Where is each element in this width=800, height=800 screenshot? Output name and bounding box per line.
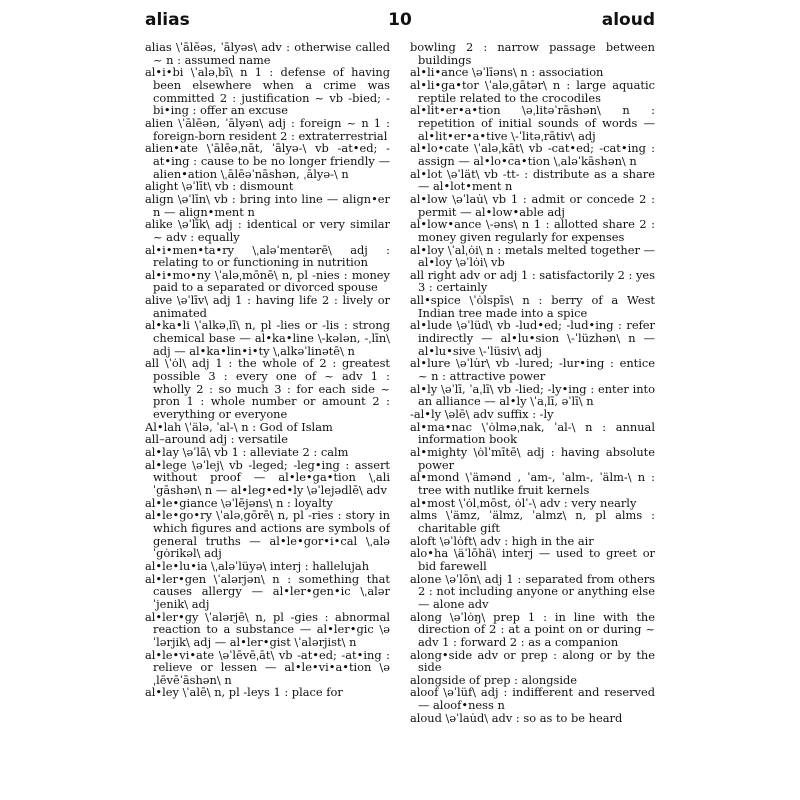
guide-word-right: aloud: [601, 10, 655, 30]
dictionary-entry: al•ma•nac \ˈȯlməˌnak, ˈal-\ n : annual information book: [410, 419, 655, 447]
dictionary-entry: al•low \əˈlau̇\ vb 1 : admit or concede 2 : permit — al•low•able adj: [410, 191, 655, 219]
dictionary-entry: alo•ha \äˈlōhä\ interj — used to greet or bid farewell: [410, 546, 655, 573]
dictionary-entry: alongside of prep : alongside: [410, 672, 578, 687]
dictionary-entry: aloud \əˈlau̇d\ adv : so as to be heard: [410, 710, 623, 725]
dictionary-entry: al•ka•li \ˈalkəˌlī\ n, pl -lies or -lis : strong chemical base — al•ka•line \-kələn, -ˌlīn\ adj — al•ka•lin•i•ty \ˌalkəˈlinətē\ n: [145, 318, 390, 358]
dictionary-entry: al•le•go•ry \ˈaləˌgōrē\ n, pl -ries : story in which figures and actions are symbols of general truths — al•le•gor•i•cal \ˌaləˈgȯrikəl\ adj: [145, 508, 390, 561]
dictionary-entry: al•li•ga•tor \ˈaləˌgātər\ n : large aquatic reptile related to the crocodiles: [410, 77, 655, 105]
dictionary-entry: alight \əˈlīt\ vb : dismount: [145, 179, 294, 194]
dictionary-entry: al•li•ance \əˈlīəns\ n : association: [410, 65, 604, 80]
dictionary-entry: all right adv or adj 1 : satisfactorily 2 : yes 3 : certainly: [410, 267, 655, 295]
dictionary-entry: al•ly \əˈlī, ˈaˌlī\ vb -lied; -ly•ing : enter into an alliance — al•ly \ˈaˌlī, əˈlī\ n: [410, 381, 655, 409]
dictionary-entry: alias \ˈālēəs, ˈālyəs\ adv : otherwise called ~ n : assumed name: [145, 41, 390, 67]
dictionary-entry: al•lot \əˈlät\ vb -tt- : distribute as a share — al•lot•ment n: [410, 166, 655, 194]
dictionary-entry: al•most \ˈȯlˌmōst, ȯlˈ-\ adv : very nearly: [410, 495, 637, 510]
dictionary-entry: alms \ˈämz, ˈälmz, ˈalmz\ n, pl alms : charitable gift: [410, 508, 655, 535]
dictionary-columns: [145, 41, 655, 786]
dictionary-entry: al•le•vi•ate \əˈlēvēˌāt\ vb -at•ed; -at•ing : relieve or lessen — al•le•vi•a•tion \əˌlēvēˈāshən\ n: [145, 647, 390, 687]
dictionary-entry: al•ley \ˈalē\ n, pl -leys 1 : place for: [145, 685, 343, 700]
dictionary-entry: al•loy \ˈalˌȯi\ n : metals melted together — al•loy \əˈlȯi\ vb: [410, 242, 655, 270]
dictionary-entry: al•i•mo•ny \ˈaləˌmōnē\ n, pl -nies : money paid to a separated or divorced spouse: [145, 267, 390, 295]
dictionary-entry: al•mighty \ȯlˈmītē\ adj : having absolute power: [410, 445, 655, 472]
dictionary-entry: al•lay \əˈlā\ vb 1 : alleviate 2 : calm: [145, 445, 349, 459]
dictionary-entry: alone \əˈlōn\ adj 1 : separated from others 2 : not including anyone or anything else — alone adv: [410, 571, 655, 611]
dictionary-entry: all•spice \ˈȯlspīs\ n : berry of a West Indian tree made into a spice: [410, 293, 655, 320]
dictionary-entry: alive \əˈlīv\ adj 1 : having life 2 : lively or animated: [145, 293, 390, 320]
dictionary-entry: along \əˈlȯŋ\ prep 1 : in line with the direction of 2 : at a point on or during ~ adv 1 : forward 2 : as a companion: [410, 609, 655, 649]
dictionary-entry: Al•lah \ˈälə, ˈal-\ n : God of Islam: [145, 419, 333, 434]
dictionary-entry: alien \ˈālēən, ˈālyən\ adj : foreign ~ n 1 : foreign-born resident 2 : extraterrestrial: [145, 115, 390, 143]
dictionary-entry: aloof \əˈlüf\ adj : indifferent and reserved — aloof•ness n: [410, 685, 655, 713]
left-column: [145, 41, 390, 786]
dictionary-entry: al•le•lu•ia \ˌaləˈlüyə\ interj : hallelujah: [145, 558, 370, 573]
dictionary-entry: all \ˈȯl\ adj 1 : the whole of 2 : greatest possible 3 : every one of ~ adv 1 : wholly 2 : so much 3 : for each side ~ pron 1 : whole number or amount 2 : everything or everyone: [145, 356, 390, 422]
dictionary-entry: al•ler•gen \ˈalərjən\ n : something that causes allergy — al•ler•gen•ic \ˌalərˈjenik\ adj: [145, 571, 390, 611]
dictionary-entry: al•i•men•ta•ry \ˌaləˈmentərē\ adj : relating to or functioning in nutrition: [145, 242, 390, 270]
dictionary-entry: all–around adj : versatile: [145, 432, 289, 447]
dictionary-entry: al•lit•er•a•tion \əˌlitəˈrāshən\ n : repetition of initial sounds of words — al•lit•er•a•tive \-ˈlitəˌrātiv\ adj: [410, 103, 655, 143]
dictionary-entry: bowling 2 : narrow passage between buildings: [410, 41, 655, 67]
right-column: [410, 41, 655, 786]
dictionary-entry: aloft \əˈlȯft\ adv : high in the air: [410, 533, 594, 548]
dictionary-entry: al•le•giance \əˈlējəns\ n : loyalty: [145, 495, 333, 510]
dictionary-entry: al•lure \əˈlu̇r\ vb -lured; -lur•ing : entice ~ n : attractive power: [410, 356, 655, 384]
dictionary-entry: al•lo•cate \ˈaləˌkāt\ vb -cat•ed; -cat•ing : assign — al•lo•ca•tion \ˌaləˈkāshən\ n: [410, 141, 655, 168]
dictionary-entry: al•lude \əˈlüd\ vb -lud•ed; -lud•ing : refer indirectly — al•lu•sion \-ˈlüzhən\ n — al•lu•sive \-ˈlüsiv\ adj: [410, 318, 655, 358]
dictionary-entry: al•i•bi \ˈaləˌbī\ n 1 : defense of having been elsewhere when a crime was committed 2 : justification ~ vb -bied; -bi•ing : offer an excuse: [145, 65, 390, 118]
dictionary-entry: along•side adv or prep : along or by the side: [410, 647, 655, 675]
dictionary-entry: align \əˈlīn\ vb : bring into line — align•er n — align•ment n: [145, 191, 390, 219]
guide-word-left: alias: [145, 10, 190, 30]
dictionary-entry: al•mond \ˈämənd , ˈam-, ˈalm-, ˈälm-\ n : tree with nutlike fruit kernels: [410, 470, 655, 497]
dictionary-entry: al•ler•gy \ˈalərjē\ n, pl -gies : abnormal reaction to a substance — al•ler•gic \əˈlərjik\ adj — al•ler•gist \ˈalərjist\ n: [145, 609, 390, 649]
dictionary-entry: -al•ly \əlē\ adv suffix : -ly: [410, 407, 554, 422]
dictionary-entry: alien•ate \ˈālēəˌnāt, ˈālyə-\ vb -at•ed; -at•ing : cause to be no longer friendly — alien•ation \ˌālēəˈnāshən, ˌālyə-\ n: [145, 141, 390, 181]
dictionary-entry: al•low•ance \-əns\ n 1 : allotted share 2 : money given regularly for expenses: [410, 217, 655, 244]
dictionary-entry: al•lege \əˈlej\ vb -leged; -leg•ing : assert without proof — al•le•ga•tion \ˌaliˈgāshən\ n — al•leg•ed•ly \əˈlejədlē\ adv: [145, 457, 390, 497]
page-number: 10: [388, 10, 412, 30]
page-header: [145, 10, 655, 40]
dictionary-entry: alike \əˈlīk\ adj : identical or very similar ~ adv : equally: [145, 217, 390, 244]
